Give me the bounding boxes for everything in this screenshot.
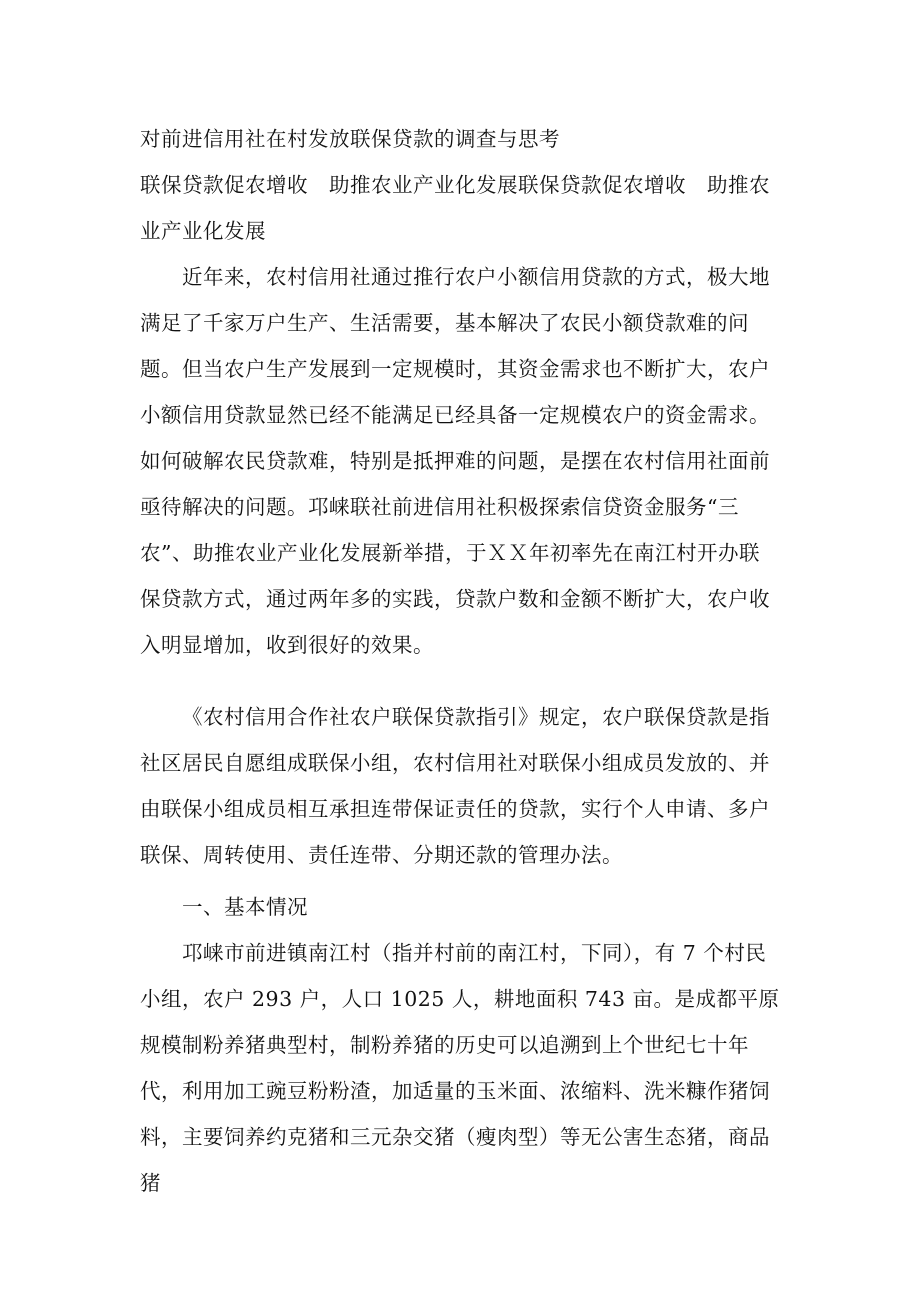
paragraph-village-overview: 邛崃市前进镇南江村（指并村前的南江村，下同），有 7 个村民小组，农户 293 户，人口 1025 人，耕地面积 743 亩。是成都平原规模制粉养猪典型村，制粉养猪的历史可以追溯到上个世纪七十年代，利用加工豌豆粉粉渣，加适量的玉米面、浓缩料、洗米糠作猪饲料，主要饲养约克猪和三元杂交猪（瘦肉型）等无公害生态猪，商品猪 (140, 941, 780, 1195)
document-subtitle: 联保贷款促农增收 助推农业产业化发展联保贷款促农增收 助推农业产业化发展 (140, 173, 770, 243)
document-title: 对前进信用社在村发放联保贷款的调查与思考 (140, 127, 560, 151)
section-heading-basic-situation: 一、基本情况 (182, 895, 308, 919)
paragraph-guideline: 《农村信用合作社农户联保贷款指引》规定，农户联保贷款是指社区居民自愿组成联保小组，农村信用社对联保小组成员发放的、并由联保小组成员相互承担连带保证责任的贷款，实行个人申请、多户联保、周转使用、责任连带、分期还款的管理办法。 (140, 705, 770, 867)
paragraph-intro: 近年来，农村信用社通过推行农户小额信用贷款的方式，极大地满足了千家万户生产、生活需要，基本解决了农民小额贷款难的问题。但当农户生产发展到一定规模时，其资金需求也不断扩大，农户小额信用贷款显然已经不能满足已经具备一定规模农户的资金需求。如何破解农民贷款难，特别是抵押难的问题，是摆在农村信用社面前亟待解决的问题。邛崃联社前进信用社积极探索信贷资金服务“三农”、助推农业产业化发展新举措，于ＸＸ年初率先在南江村开办联保贷款方式，通过两年多的实践，贷款户数和金额不断扩大，农户收入明显增加，收到很好的效果。 (140, 265, 770, 657)
